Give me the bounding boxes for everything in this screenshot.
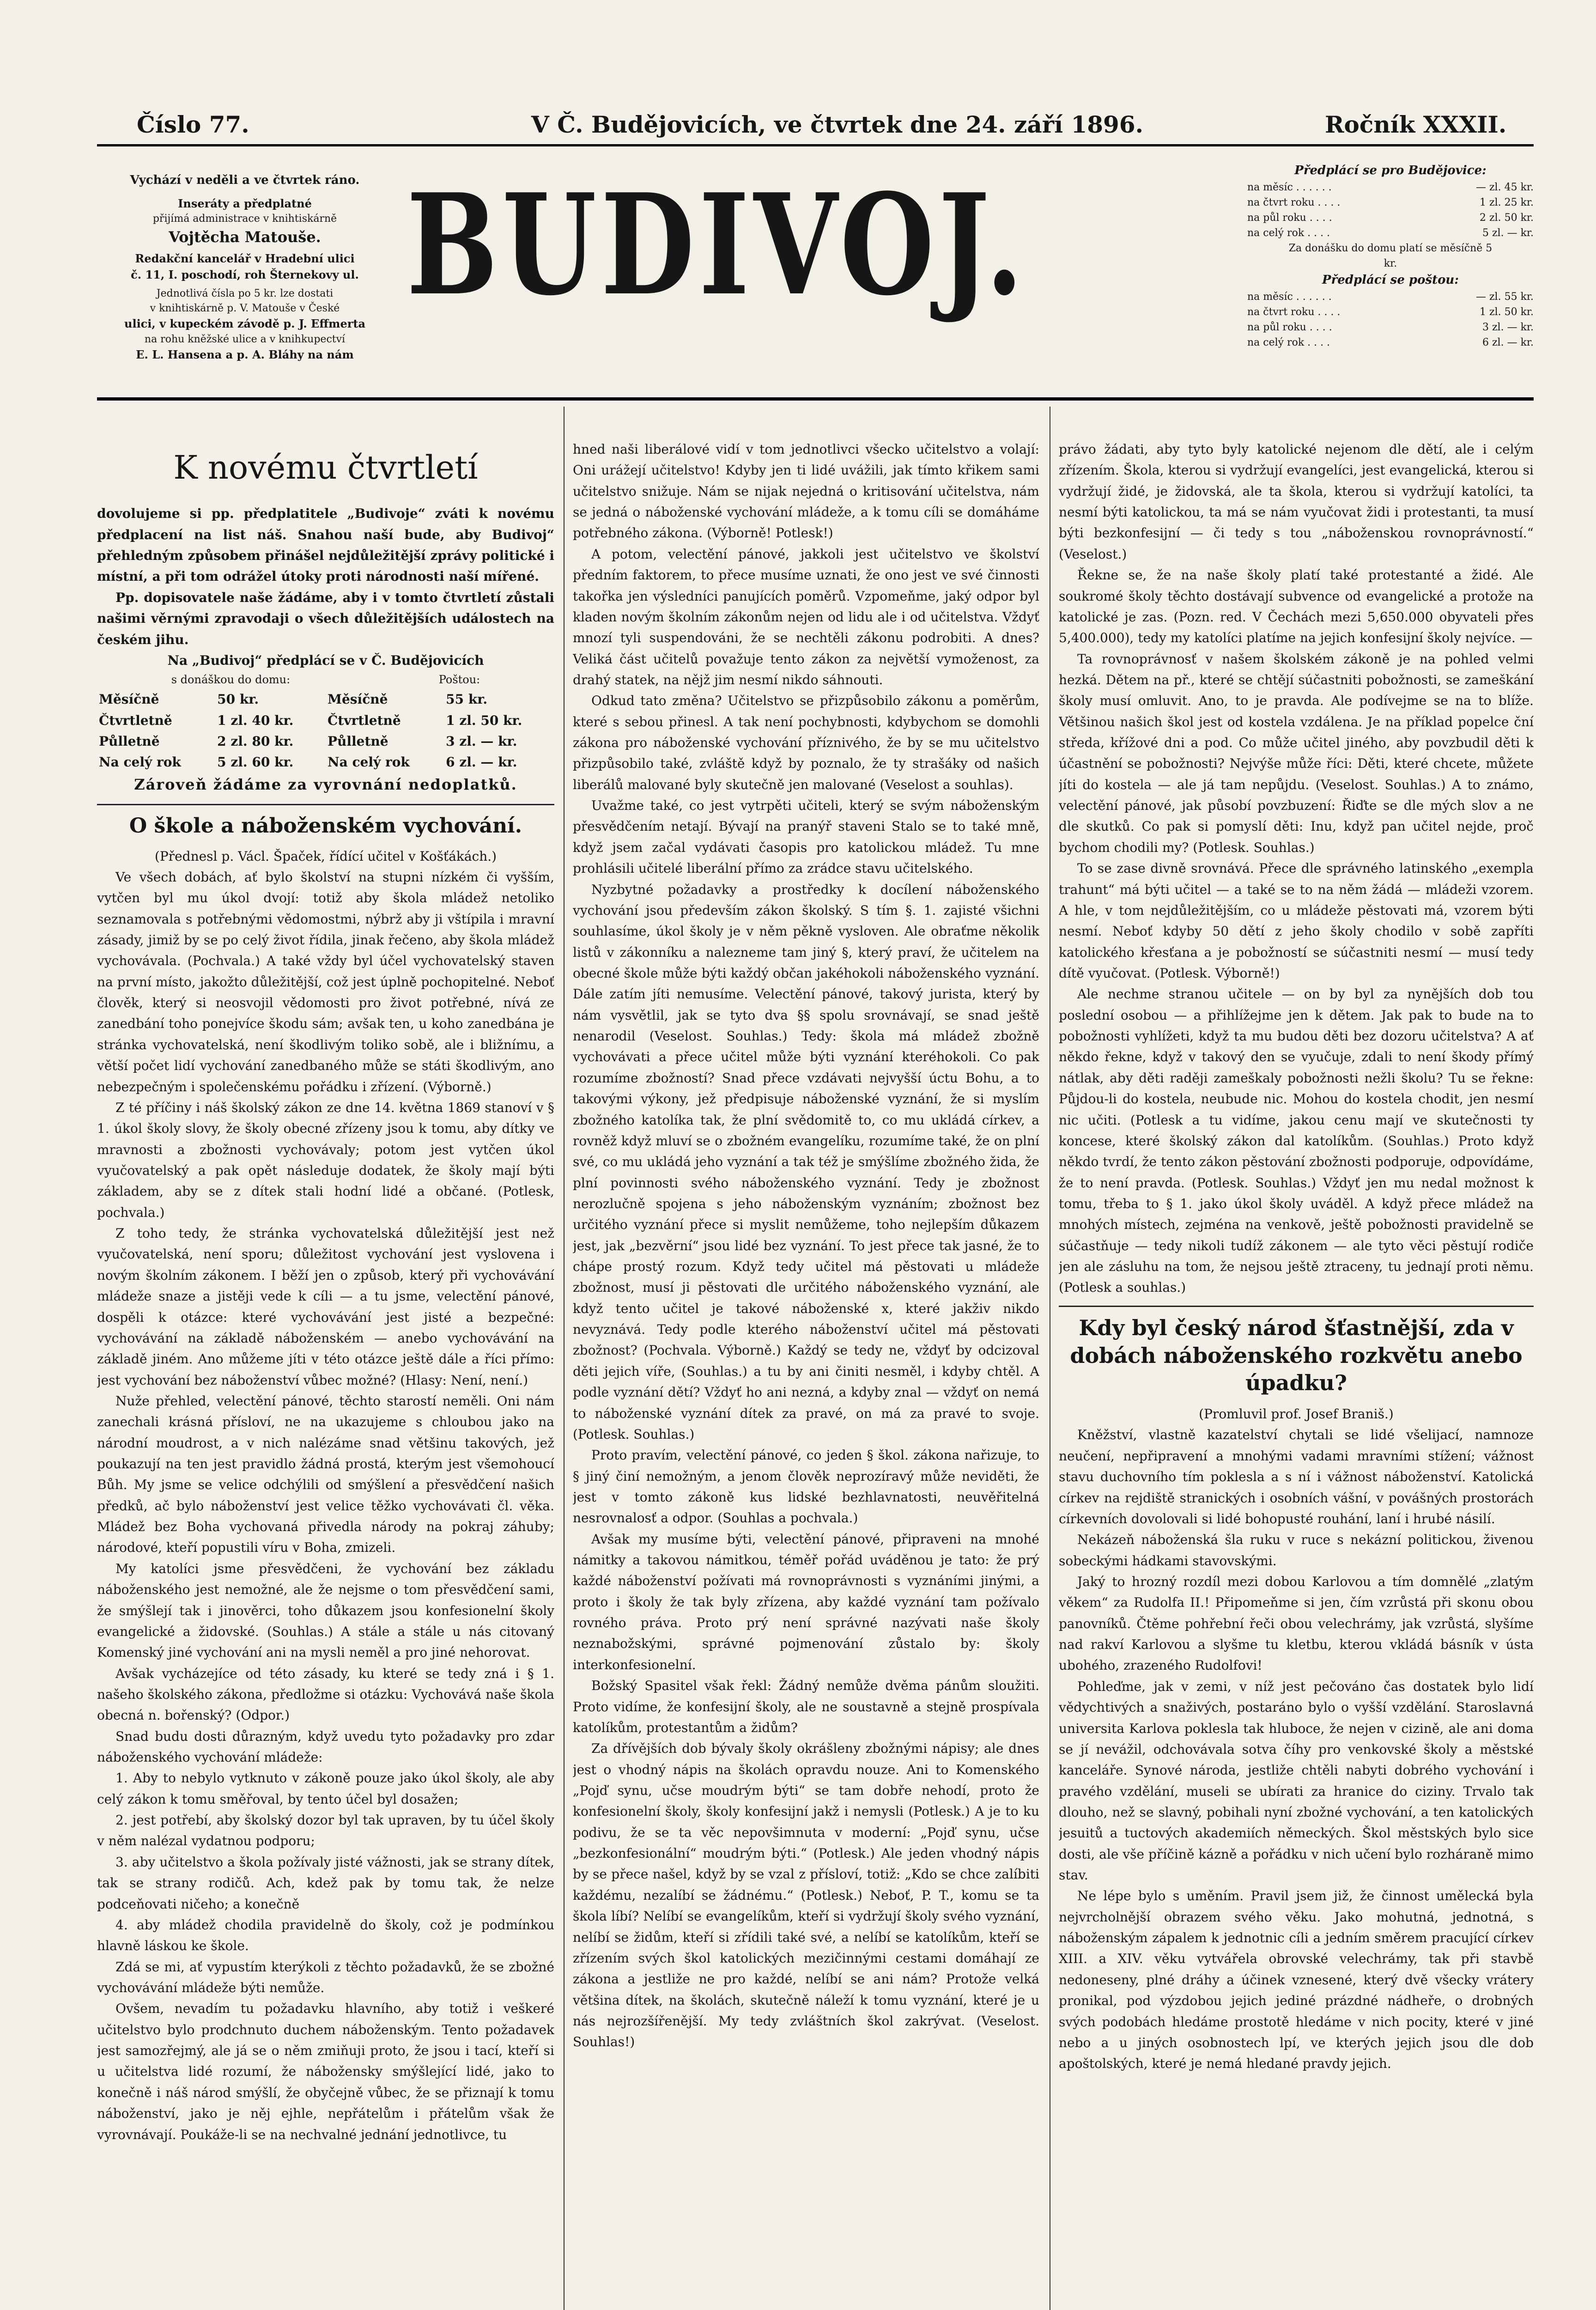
price-row: na čtvrt roku . . . . 1 zl. 25 kr. <box>1247 197 1534 208</box>
paragraph: Jaký to hrozný rozdíl mezi dobou Karlovou a tím domnělé „zlatým věkem“ za Rudolfa II.! Připomeňme si jen, čím vzrůstá při skonu obou panovníků. Čtěme pohřební řeči obou velechrámy, jak vzrůstá, slyšíme nad rakví Karlovou a slyšme tu kletbu, kterou vkládá básník v ústa ubohého, zrazeného Rudolfovi! <box>1059 1574 1534 1673</box>
price-row: na měsíc . . . . . . — zl. 45 kr. <box>1247 182 1534 193</box>
paragraph: Řekne se, že na naše školy platí také protestanté a židé. Ale soukromé školy těchto dostávají subvence od evangelické a protože na katolické je zas. (Pozn. red. V Čechách mezi 5,650.000 obyvateli přes 5,400.000), tedy my katolíci platíme na jejich konfesijní školy nejvíce. — <box>1059 567 1534 646</box>
subscription-prices <box>1247 162 1534 350</box>
list-item: 4. aby mládež chodila pravidelně do školy, což je podmínkou hlavně láskou ke škole. <box>97 1917 554 1954</box>
price-row: na měsíc . . . . . . — zl. 55 kr. <box>1247 291 1534 303</box>
paragraph: Avšak vycházejíce od této zásady, ku které se tedy zná i § 1. našeho školského zákona, předložme si otázku: Vychovává naše škola obecná n. bořenský? (Odpor.) <box>97 1666 554 1723</box>
article-title: Kdy byl český národ šťastnější, zda v dobách náboženského rozkvětu anebo úpadku? <box>1070 1315 1523 1396</box>
price-row: na celý rok . . . . 5 zl. — kr. <box>1247 227 1534 239</box>
single-copies-line: v knihtiskárně p. V. Matouše v České <box>150 303 340 315</box>
list-item: 2. jest potřebí, aby školský dozor byl tak upraven, by tu účel školy v něm nalézal vydatnou podporu; <box>97 1812 554 1849</box>
paragraph: Kněžství, vlastně kazatelství chytali se lidé všelijací, namnoze neučení, nepřipravení a mnohými vadami mravními stížení; vážnost stavu duchovního tím poklesla a s ní i vážnost náboženství. Katolická církev na rejdiště stranických i osobních vášní, v povášných prostorách církevních dovolovali si lidé bohopusté rouhání, laní i hrubé násilí. <box>1059 1427 1534 1526</box>
table-row: Čtvrtletně 1 zl. 40 kr. Čtvrtletně 1 zl. 50 kr. <box>99 712 522 728</box>
paragraph: hned naši liberálové vidí v tom jednotlivci všecko učitelstvo a volají: Oni urážejí učitelstvo! Kdyby jen ti lidé uvážili, jak tímto křikem sami učitelstvo snižuje. Nám se nijak nejedná o kritisování učitelstva, nám se jedná o náboženské vychování mládeže, a k tomu cíli se domáháme potřebného zákona. (Výborně! Potlesk!) <box>573 442 1039 541</box>
paragraph: Nyzbytné požadavky a prostředky k docílení náboženského vychování jsou především zákon školský. S tím §. 1. zajisté všichni souhlasíme, úkol školy je v něm pěkně vysloven. Ale obraťme několik listů v zákonníku a nalezneme tam jiný §, který praví, že učitelem na obecné škole může býti každý občan jakéhokoli náboženského vyznání. Dále zatím jíti nemusíme. Velectění pánové, takový jurista, který by nám vysvětlil, jak se tyto dva §§ spolu srovnávají, se snad ještě nenarodil (Veselost. Souhlas.) Tedy: škola má mládež zbožně vychovávati a přece učitel může býti vyznání kteréhokoli. Co pak rozumíme zbožností? Snad přece vzdávati nejvyšší úctu Bohu, a to takovými výkony, jež předpisuje náboženské vyznání, že si myslím zbožného katolíka tak, že plní svědomitě to, co mu ukládá církev, a rovněž když mluví se o zbožném evangelíku, rozumíme také, že on plní své, co mu ukládá jeho vyznání a tak též je smýšlíme zbožného žida, že plní povinnosti svého náboženského vyznání. Tedy je zbožnost nerozlučně spojena s jeho náboženským vyznáním; zbožnost bez určitého vyznání přece si myslit nemůžeme, toho nejlepším důkazem jest, jak „bezvěrní“ jsou lidé bez vyznání. To jest přece tak jasné, že to chápe prostý rozum. Když tedy učitel má pěstovati u mládeže zbožnost, musí ji pěstovati dle určitého náboženského vyznání, ale když tento učitel je takové náboženské x, které jakživ nikdo nevyznává. Tedy podle kterého náboženství učitel má pěstovati zbožnost? (Pochvala. Výborně.) Každý se tedy ne, vždyť by odcizoval děti jejich víře, (Souhlas.) a tu by ani činiti nesměl, i kdyby chtěl. A podle vyznání dětí? Vždyť ho ani nezná, a kdyby znal — vždyť on nemá to náboženské vyznání dítek za pravé, on má za pravé to svoje. (Potlesk. Souhlas.) <box>573 881 1039 1442</box>
local-prices-title: Předplácí se pro Budějovice: <box>1294 164 1487 177</box>
paragraph: Zdá se mi, ať vypustím kterýkoli z těchto požadavků, že se zbožné vychovávání mládeže býti nemůže. <box>97 1959 554 1995</box>
subscription-table <box>97 689 554 772</box>
column-2 <box>573 439 1039 2310</box>
paragraph: Nekázeň náboženská šla ruku v ruce s nekázní politickou, živenou sobeckými hádkami stavovskými. <box>1059 1532 1534 1568</box>
publication-days: Vychází v neděli a ve čtvrtek ráno. <box>130 173 360 187</box>
subscription-table-heads: s donáškou do domu: Poštou: <box>171 673 480 687</box>
price-row: na čtvrt roku . . . . 1 zl. 50 kr. <box>1247 306 1534 318</box>
top-rule <box>97 144 1534 146</box>
subscription-invite: dovolujeme si pp. předplatitele „Budivoje“ zváti k novému předplacení na list náš. Snahou naší bude, aby Budivoj“ přehledným způsobem přinášel nejdůležitější zprávy politické i místní, a při tom odrážel útoky proti národnosti naší mířené. <box>97 506 554 584</box>
separator <box>1059 1306 1534 1307</box>
paragraph: Odkud tato změna? Učitelstvo se přizpůsobilo zákonu a poměrům, které s sebou přinesl. A tak není pochybnosti, kdybychom se domohli zákona pro náboženské vychování příznivého, že by se mu učitelstvo přizpůsobilo také, zvláště když by poznalo, že ty strašáky od našich liberálů malované byly skutečně jen malované (Veselost a souhlas). <box>573 693 1039 792</box>
paragraph: Za dřívějších dob bývaly školy okrášleny zbožnými nápisy; ale dnes jest o vhodný nápis na školách opravdu nouze. Ani to Komenského „Pojď synu, učse moudrým býti“ se tam dobře nehodí, proto že konfesionelní školy, školy konfesijní jakž i nemysli (Potlesk.) A je to ku podivu, že se ta věc nepovšimnuta v moderní: „Pojď synu, učse „bezkonfesionální“ moudrým býti.“ (Potlesk.) Ale jeden vhodný nápis by se přece našel, když by se vzal z přísloví, totiž: „Kdo se chce zalíbiti každému, nezalíbí se žádnému.“ (Potlesk.) Neboť, P. T., komu se ta škola líbí? Nelíbí se evangelíkům, kteří si vydržují školy svého vyznání, nelíbí se židům, kteří si zřídili také své, a nelíbí se katolíkům, kteří se zřízením svých škol katolických mezičinnými cestami domáhají ze zákona a jestliže ne pro každé, nelíbí se ani nám? Protože velká většina dítek, na školách, skutečně náleží k tomu vyznání, které je u nás nejrozšířenější. My tedy zvláštních škol zakrývat. (Veselost. Souhlas!) <box>573 1741 1039 2050</box>
paragraph: A potom, velectění pánové, jakkoli jest učitelstvo ve školství předním faktorem, to přece musíme uznati, že ono jest ve své činnosti takořka jen výsledníci panujících poměrů. Vzpomeňme, jaký odpor byl kladen novým školním zákonům nejen od lidu ale i od učitelstva. Vždyť mnozí tyli suspendováni, že se nechtěli zákonu podrobiti. A dnes? Veliká část učitelů považuje tento zákon za největší vymoženost, za drahý statek, na nějž jim nesmí nikdo sáhnouti. <box>573 546 1039 687</box>
ads-line: Inseráty a předplatné <box>178 196 312 210</box>
paragraph: Ovšem, nevadím tu požadavku hlavního, aby totiž i veškeré učitelstvo bylo prodchnuto duchem náboženským. Tento požadavek jest samozřejmý, ale já se o něm zmiňuji proto, že jsou i tací, kteří si u učitelstva lidé rozumí, že nábožensky smýšlející lidé, jako to konečně i náš národ smýšlí, že obyčejně vůbec, že se přiznají k tomu náboženství, jako je něj ejhle, nepřátelům i přátelům však že vyrovnávají. Poukáže-li se na nechvalné jednání jednotlivce, tu <box>97 2001 554 2142</box>
post-prices-title: Předplácí se poštou: <box>1322 273 1459 287</box>
table-row: Na celý rok 5 zl. 60 kr. Na celý rok 6 zl. — kr. <box>99 754 517 770</box>
volume-number: Ročník XXXII. <box>1325 111 1507 138</box>
paragraph: Z toho tedy, že stránka vychovatelská důležitější jest než vyučovatelská, není sporu; důležitost vychování jest vyslovena i novým školním zákonem. I běží jen o způsob, který při vychovávání mládeže snaze a jistěji vede k cíli — a tu jsme, velectění pánové, dospěli k otázce: které vychovávání jest jisté a bezpečné: vychovávání na základě náboženském — anebo vychovávání na základě jiném. Ano můžeme jíti v této otázce ještě dále a říci přímo: jest vychování bez náboženství vůbec možné? (Hlasy: Není, není.) <box>97 1226 554 1388</box>
separator <box>97 804 554 805</box>
editorial-line: č. 11, I. poschodí, roh Šternekovy ul. <box>131 267 359 281</box>
price-row: na celý rok . . . . 6 zl. — kr. <box>1247 337 1534 348</box>
paragraph: Nuže přehled, velectění pánové, těchto starostí neměli. Oni nám zanechali krásná přísloví, ne na ukazujeme s chloubou jako na národní moudrost, a v nich nalézáme snad většinu takových, jež poukazují na ten jest pravidlo žádná prostá, kterým jest všemohoucí Bůh. My jsme se velice odchýlili od smýšlení a přesvědčení našich předků, ač bylo náboženství jest velice těžko vychovávati čl. věka. Mládež bez Boha vychovaná přivedla národy na pokraj záhuby; národové, kteří popustili víru v Boha, zmizeli. <box>97 1393 554 1556</box>
ads-line: přijímá administrace v knihtiskárně <box>152 213 337 225</box>
header-bottom-rule <box>97 397 1534 401</box>
table-row: Měsíčně 50 kr. Měsíčně 55 kr. <box>99 692 488 707</box>
subscription-heading: K novému čtvrtletí <box>173 449 478 486</box>
single-copies-line: na rohu kněžské ulice a v knihkupectví <box>144 333 346 345</box>
list-item: 1. Aby to nebylo vytknuto v zákoně pouze jako úkol školy, ale aby celý zákon k tomu směřoval, by tento účel byl dosažen; <box>97 1770 554 1807</box>
arrears-request: Zároveň žádáme za vyrovnání nedoplatků. <box>134 775 517 793</box>
subscription-where: Na „Budivoj“ předplácí se v Č. Budějovicích <box>167 652 484 668</box>
article-title: O škole a náboženském vychování. <box>129 814 522 838</box>
editorial-line: Redakční kancelář v Hradební ulici <box>135 251 355 265</box>
paragraph: My katolíci jsme přesvědčeni, že vychování bez základu náboženského jest nemožné, ale že nejsme o tom přesvědčení sami, že smýšlejí tak i jinověrci, toho důkazem jsou konfesionelní školy evangelické a židovské. (Souhlas.) A stále a stále u nás citovaný Komenský jiné vychování ani na mysli neměl a pro jiné nehorovat. <box>97 1561 554 1660</box>
place-and-date: V Č. Budějovicích, ve čtvrtek dne 24. září 1896. <box>531 111 1144 138</box>
price-row: na půl roku . . . . 2 zl. 50 kr. <box>1247 212 1534 224</box>
paragraph: To se zase divně srovnává. Přece dle správného latinského „exempla trahunt“ má býti učitel — a také se to na něm žádá — mládeži vzorem. A hle, v tom nejdůležitějším, co u mládeže pěstovati má, vzorem býti nesmí. Neboť kdyby 50 dětí z jeho školy chodilo v sobě zapříti katolického křesťana a je pobožností se súčastniti nesmí — musí tedy dítě vyučovat. (Potlesk. Výborně!) <box>1059 861 1534 981</box>
newspaper-title: BUDIVOJ. <box>407 163 1028 326</box>
delivery-note: Za donášku do domu platí se měsíčně 5 kr. <box>1288 243 1493 269</box>
paragraph: Avšak my musíme býti, velectění pánové, připraveni na mnohé námitky a takovou námitkou, téměř pořád uváděnou je tato: že prý každé náboženství požívati má rovnoprávnosti s vyznáními jinými, a proto i školy že tak byly zřízena, aby každé vyznání tam požívalo rovného práva. Proto prý není správné nazývati naše školy neznabožskými, správné pojmenování zůstalo by: školy interkonfesionelní. <box>573 1531 1039 1672</box>
issue-number: Číslo 77. <box>137 111 249 138</box>
paragraph: Uvažme také, co jest vytrpěti učiteli, který se svým náboženským přesvědčením netají. Bývají na pranýř staveni Stalo se to také mně, když jsem začal vydávati časopis pro katolickou mládež. Tu mne prohlásili učitelé liberální přímo za zrádce stavu učitelského. <box>573 798 1039 876</box>
paragraph: právo žádati, aby tyto byly katolické nejenom dle dětí, ale i celým zřízením. Škola, kterou si vydržují evangelíci, jest evangelická, kterou si vydržují židé, je židovská, ale ta škola, kterou si vydržují katolíci, ta nesmí býti katolickou, ta má se nám vyučovat židi i protestanti, ta musí býti bezkonfesijní — či tedy s tou „náboženskou rovnoprávností.“ (Veselost.) <box>1059 442 1534 562</box>
price-row: na půl roku . . . . 3 zl. — kr. <box>1247 322 1534 333</box>
paragraph: Z té příčiny i náš školský zákon ze dne 14. května 1869 stanoví v § 1. úkol školy slovy, že školy obecné zřízeny jsou k tomu, aby dítky ve mravnosti a zbožnosti vychovávaly; potom jest vytčen úkol vyučovatelský a pak opět následuje dodatek, že školy mají býti základem, aby se z dítek stali hodní lidé a občané. (Potlesk, pochvala.) <box>97 1100 554 1220</box>
article-byline: (Promluvil prof. Josef Braniš.) <box>1199 1406 1394 1422</box>
paragraph: Ale nechme stranou učitele — on by byl za nynějších dob tou poslední osobou — a přihlížejme jen k dětem. Jak pak to bude na to pobožnosti vyhlížeti, když ta mu budou děti bez dozoru učitelstva? A ať někdo řekne, když v takový den se vyučuje, zdali to není škody přímý nátlak, aby děti raději zameškaly pobožnosti nežli školu? Tu se řekne: Půjdou-li do kostela, neubude nic. Mohou do kostela chodit, jen nesmí nic učiti. (Potlesk a tu vidíme, jakou cenu mají ve skutečnosti ty koncese, které školský zákon dal katolíkům. (Souhlas.) Proto když někdo tvrdí, že tento zákon pěstování zbožnosti podporuje, odpovídáme, že to není pravda. (Potlesk. Souhlas.) Vždyť jen mu nedal možnost k tomu, třeba to § 1. jako úkol školy uváděl. A když přece mládež na mnohých místech, zejména na venkově, ještě pobožnosti pravidelně se súčastňuje — tedy nikoli tudíž zákonem — ale tyto věci pěstují rodiče jen ale zásluhu na tom, že nejsou ještě ztraceny, tu jednají proti němu. (Potlesk a souhlas.) <box>1059 986 1534 1295</box>
left-header <box>97 172 393 363</box>
paragraph: Ne lépe bylo s uměním. Pravil jsem již, že činnost umělecká byla nejvrcholnější obrazem svého věku. Jako mohutná, jednotná, s náboženským zápalem k jednotnic cíli a jedním směrem pracující církev XIII. a XIV. věku vytvářela obrovské velechrámy, tak při stavbě nedoneseny, plné dráhy a účinek vznesené, který dvě všecky vrátery pronikal, pod výzdobou jejich jediné prázdné nádheře, o drobných svých podobách hledáme prostotě hledáme v nich pocity, které v jiné nebo a u jiných osobnostech lpí, ve kterých jejich jsou dle dob apoštolských, které je nemá hledané pravdy jejich. <box>1059 1888 1534 2072</box>
column-1 <box>97 439 554 2310</box>
column-3 <box>1059 439 1534 2310</box>
table-row: Půlletně 2 zl. 80 kr. Půlletně 3 zl. — kr. <box>99 733 517 749</box>
ads-line: Vojtěcha Matouše. <box>169 228 321 246</box>
list-item: 3. aby učitelstvo a škola požívaly jisté vážnosti, jak se strany dítek, tak se strany rodičů. Ach, kdež pak by tomu tak, že nelze podceňovati ničeho; a konečně <box>97 1854 554 1912</box>
paragraph: Pohleďme, jak v zemi, v níž jest pečováno čas dostatek bylo lidí vědychtivých a snaživých, postaráno bylo o vyšší vzdělání. Staroslavná universita Karlova poklesla tak hluboce, že nejen v cizině, ale ani doma se jí nevážil, odchovávala sotva číhy pro venkovské školy a městské kanceláře. Synové národa, jestliže chtěli nabyti dobrého vychování i pravého vzdělání, museli se ubírati za hranice do ciziny. Trvalo tak dlouho, než se slavný, pobihali nyní zbožné vychování, a ten katolických jesuitů a tuctových akademiích německých. Škol městských bylo sice dosti, ale vše příčině kázně a pořádku v nich učení bylo rozháraně mimo stav. <box>1059 1678 1534 1883</box>
paragraph: Ta rovnoprávnosť v našem školském zákoně je na pohled velmi hezká. Dětem na př., které se chtějí súčastniti pobožnosti, se zameškání školy musí omluvit. Ano, to je pravda. Ale podívejme se na to blíže. Většinou našich škol jest od kostela vzdálena. Je na příklad popelce ční středa, křížové dni a pod. Co může učitel jiného, aby povzbudil děti k účastnění se pobožnosti? Nejvýše může říci: Děti, které chcete, můžete jíti do kostela — ale já tam nepůjdu. (Veselost. Souhlas.) A to známo, velectění pánové, jak působí povzbuzení: Řiďte se dle mých slov a ne dle skutků. Co pak si pomyslí děti: Inu, když pan učitel nejde, proč bychom chodili my? (Potlesk. Souhlas.) <box>1059 651 1534 855</box>
article-byline: (Přednesl p. Václ. Špaček, řídící učitel v Košťákách.) <box>154 848 497 864</box>
paragraph: Proto pravím, velectění pánové, co jeden § škol. zákona nařizuje, to § jiný činí nemožným, a jenom člověk neprozíravý může neviděti, že jest v tomto zákoně kus lidské bezhlavnatosti, neuvěřitelná nesrovnalosť a odpor. (Souhlas a pochvala.) <box>573 1447 1039 1526</box>
single-copies-line: E. L. Hansena a p. A. Bláhy na nám <box>136 347 354 361</box>
correspondents-request: Pp. dopisovatele naše žádáme, aby i v tomto čtvrtletí zůstali našimi věrnými zpravodaji o všech důležitějších událostech na českém jihu. <box>97 590 554 647</box>
paragraph: Snad budu dosti důrazným, když uvedu tyto požadavky pro zdar náboženského vychování mládeže: <box>97 1728 554 1765</box>
paragraph: Božský Spasitel však řekl: Žádný nemůže dvěma pánům sloužiti. Proto vidíme, že konfesijní školy, ale ne soustavně a stejně prospívala katolíkům, protestantům a židům? <box>573 1678 1039 1735</box>
single-copies-line: Jednotlivá čísla po 5 kr. lze dostati <box>156 288 334 300</box>
single-copies-line: ulici, v kupeckém závodě p. J. Effmerta <box>124 317 365 331</box>
paragraph: Ve všech dobách, ať bylo školství na stupni nízkém či vyšším, vytčen byl mu úkol dvojí: totiž aby škola mládež netoliko seznamovala s potřebnými vědomostmi, nýbrž aby ji vštípila i mravní zásady, jimiž by se po celý život řídila, jinak řečeno, aby škola mládež vychovávala. (Pochvala.) A také vždy byl účel vychovatelský staven na první místo, jakožto důležitější, což jest úplně pochopitelné. Neboť člověk, který si neosvojil vědomosti pro život potřebné, nívá ze zanedbání toho ponejvíce škodu sám; avšak ten, u koho zanedbána je stránka vychovatelská, není škodlivým toliko sobě, ale i bližnímu, a větší počet lidí vychování zanedbaného může se státi škodlivým, ano nebezpečným i společenskému pořádku i zřízení. (Výborně.) <box>97 869 554 1094</box>
